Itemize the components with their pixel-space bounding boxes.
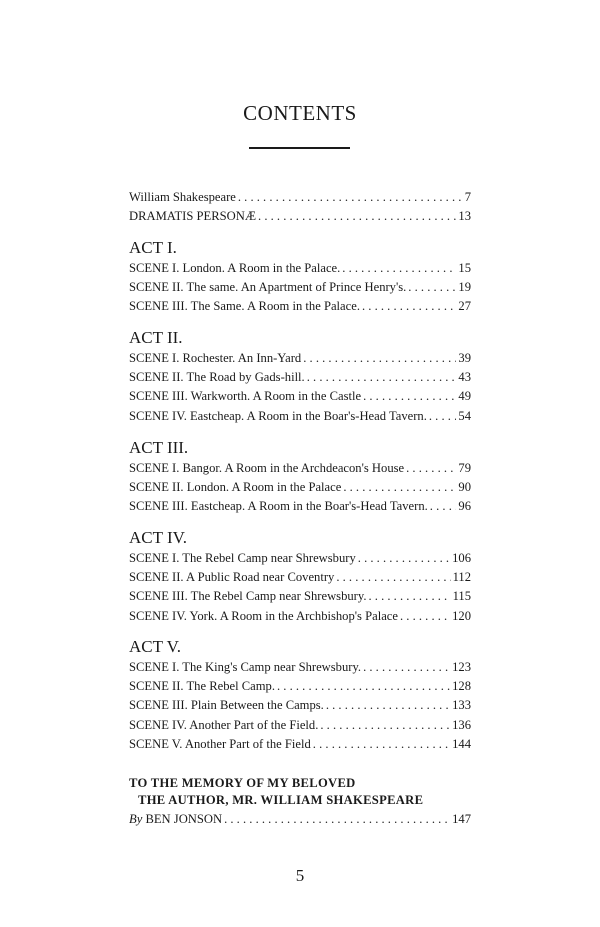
dot-leader xyxy=(224,810,450,829)
act-heading: ACT II. xyxy=(129,328,183,347)
toc-entry-act3-scene1[interactable] xyxy=(129,459,471,478)
dot-leader xyxy=(408,278,456,297)
act-heading: ACT IV. xyxy=(129,528,187,547)
dot-leader xyxy=(303,349,456,368)
toc-entry-act1-scene1[interactable] xyxy=(129,259,471,278)
toc-entry-page: 54 xyxy=(458,408,471,423)
page-number: 5 xyxy=(295,866,305,885)
memorial-author: BEN JONSON xyxy=(145,812,223,826)
front-matter-list xyxy=(129,188,471,226)
toc-entry-label: SCENE III. Warkworth. A Room in the Castle xyxy=(129,389,362,404)
toc-entry-label: SCENE II. A Public Road near Coventry xyxy=(129,570,335,585)
dot-leader xyxy=(307,368,457,387)
dot-leader xyxy=(406,459,456,478)
dot-leader xyxy=(363,387,456,406)
dot-leader xyxy=(277,677,450,696)
toc-entry-page: 144 xyxy=(452,736,471,751)
toc-entry-page: 13 xyxy=(458,209,471,224)
toc-entry-label xyxy=(129,810,222,829)
dot-leader xyxy=(343,478,456,497)
toc-entry-act1-scene3[interactable] xyxy=(129,297,471,316)
page-title: CONTENTS xyxy=(243,101,357,125)
toc-entry-label: SCENE I. Bangor. A Room in the Archdeacon's House xyxy=(129,461,405,475)
toc-entry-memorial[interactable] xyxy=(129,810,471,829)
toc-entry-page: 19 xyxy=(458,280,471,295)
toc-entry-page: 15 xyxy=(458,261,471,275)
toc-entry-label: SCENE IV. Another Part of the Field. xyxy=(129,717,319,732)
toc-entry-label: SCENE III. Eastcheap. A Room in the Boar's-Head Tavern. xyxy=(129,499,428,514)
toc-entry-page: 7 xyxy=(464,190,471,204)
toc-entry-act5-scene4[interactable] xyxy=(129,716,471,735)
title-underline xyxy=(249,147,350,149)
toc-entry-page: 49 xyxy=(458,389,471,404)
memorial-heading-line-2: THE AUTHOR, MR. WILLIAM SHAKESPEARE xyxy=(138,792,424,807)
dot-leader xyxy=(336,568,450,587)
dot-leader xyxy=(326,696,450,715)
toc-entry-label: DRAMATIS PERSONÆ xyxy=(129,209,257,224)
toc-entry-label: SCENE III. The Same. A Room in the Palace. xyxy=(129,299,360,314)
act-1-section xyxy=(129,237,471,317)
toc-entry-act2-scene3[interactable] xyxy=(129,387,471,406)
act-heading: ACT V. xyxy=(129,637,181,656)
toc-entry-act4-scene4[interactable] xyxy=(129,607,471,626)
toc-entry-act2-scene4[interactable] xyxy=(129,407,471,426)
act-5-section xyxy=(129,636,471,754)
dot-leader xyxy=(368,587,450,606)
toc-entry-act5-scene5[interactable] xyxy=(129,735,471,754)
toc-entry-page: 90 xyxy=(458,480,471,495)
toc-entry-label: SCENE III. Plain Between the Camps. xyxy=(129,698,324,713)
toc-entry-page: 120 xyxy=(452,608,471,623)
toc-entry-act4-scene2[interactable] xyxy=(129,568,471,587)
toc-entry-page: 123 xyxy=(452,660,471,674)
dot-leader xyxy=(400,607,450,626)
toc-entry-page: 133 xyxy=(452,698,471,713)
toc-entry-label: SCENE II. The same. An Apartment of Prince Henry's. xyxy=(129,280,407,295)
toc-entry-act2-scene1[interactable] xyxy=(129,349,471,368)
toc-entry-label: SCENE I. London. A Room in the Palace. xyxy=(129,261,341,275)
toc-entry-label: SCENE II. The Road by Gads-hill. xyxy=(129,370,305,385)
toc-entry-label: SCENE III. The Rebel Camp near Shrewsbury. xyxy=(129,589,367,604)
memorial-heading-line-1: TO THE MEMORY OF MY BELOVED xyxy=(129,776,356,790)
dot-leader xyxy=(362,297,456,316)
toc-entry-label: SCENE IV. York. A Room in the Archbishop's Palace xyxy=(129,608,398,623)
toc-entry-label: SCENE IV. Eastcheap. A Room in the Boar's-Head Tavern. xyxy=(129,408,427,423)
dot-leader xyxy=(313,735,450,754)
toc-entry-page: 112 xyxy=(452,570,471,585)
act-3-section xyxy=(129,437,471,517)
toc-entry-label: SCENE I. Rochester. An Inn-Yard xyxy=(129,351,302,365)
memorial-section xyxy=(129,775,471,829)
toc-entry-page: 136 xyxy=(452,717,471,732)
dot-leader xyxy=(358,549,450,568)
dot-leader xyxy=(258,207,456,226)
toc-entry-page: 27 xyxy=(458,299,471,314)
toc-entry-act5-scene2[interactable] xyxy=(129,677,471,696)
act-4-section xyxy=(129,527,471,626)
dot-leader xyxy=(320,716,450,735)
toc-entry-label: SCENE I. The King's Camp near Shrewsbury. xyxy=(129,660,362,674)
toc-entry-label: SCENE II. London. A Room in the Palace xyxy=(129,480,342,495)
toc-entry-label: SCENE V. Another Part of the Field xyxy=(129,736,311,751)
toc-entry-page: 106 xyxy=(452,551,471,565)
act-heading: ACT III. xyxy=(129,438,189,457)
act-heading: ACT I. xyxy=(129,238,177,257)
dot-leader xyxy=(430,497,457,516)
toc-entry-page: 79 xyxy=(458,461,471,475)
by-prefix: By xyxy=(129,812,143,826)
toc-entry-act3-scene3[interactable] xyxy=(129,497,471,516)
toc-entry-page: 147 xyxy=(452,812,471,826)
toc-entry-label: William Shakespeare xyxy=(129,190,236,204)
toc-entry-page: 128 xyxy=(452,679,471,694)
toc-entry-label: SCENE II. The Rebel Camp. xyxy=(129,679,275,694)
toc-entry-page: 115 xyxy=(452,589,471,604)
toc-entry-shakespeare[interactable] xyxy=(129,188,471,207)
toc-entry-page: 96 xyxy=(458,499,471,514)
toc-entry-page: 39 xyxy=(458,351,471,365)
toc-entry-page: 43 xyxy=(458,370,471,385)
dot-leader xyxy=(342,259,456,278)
toc-entry-label: SCENE I. The Rebel Camp near Shrewsbury xyxy=(129,551,356,565)
toc-entry-act3-scene2[interactable] xyxy=(129,478,471,497)
toc-entry-act5-scene3[interactable] xyxy=(129,696,471,715)
dot-leader xyxy=(429,407,457,426)
dot-leader xyxy=(363,658,450,677)
act-2-section xyxy=(129,327,471,426)
toc-entry-dramatis-personae[interactable] xyxy=(129,207,471,226)
dot-leader xyxy=(238,188,463,207)
toc-entry-act5-scene1[interactable] xyxy=(129,658,471,677)
toc-entry-act2-scene2[interactable] xyxy=(129,368,471,387)
memorial-heading xyxy=(129,775,471,808)
toc-entry-act4-scene3[interactable] xyxy=(129,587,471,606)
toc-entry-act4-scene1[interactable] xyxy=(129,549,471,568)
toc-entry-act1-scene2[interactable] xyxy=(129,278,471,297)
